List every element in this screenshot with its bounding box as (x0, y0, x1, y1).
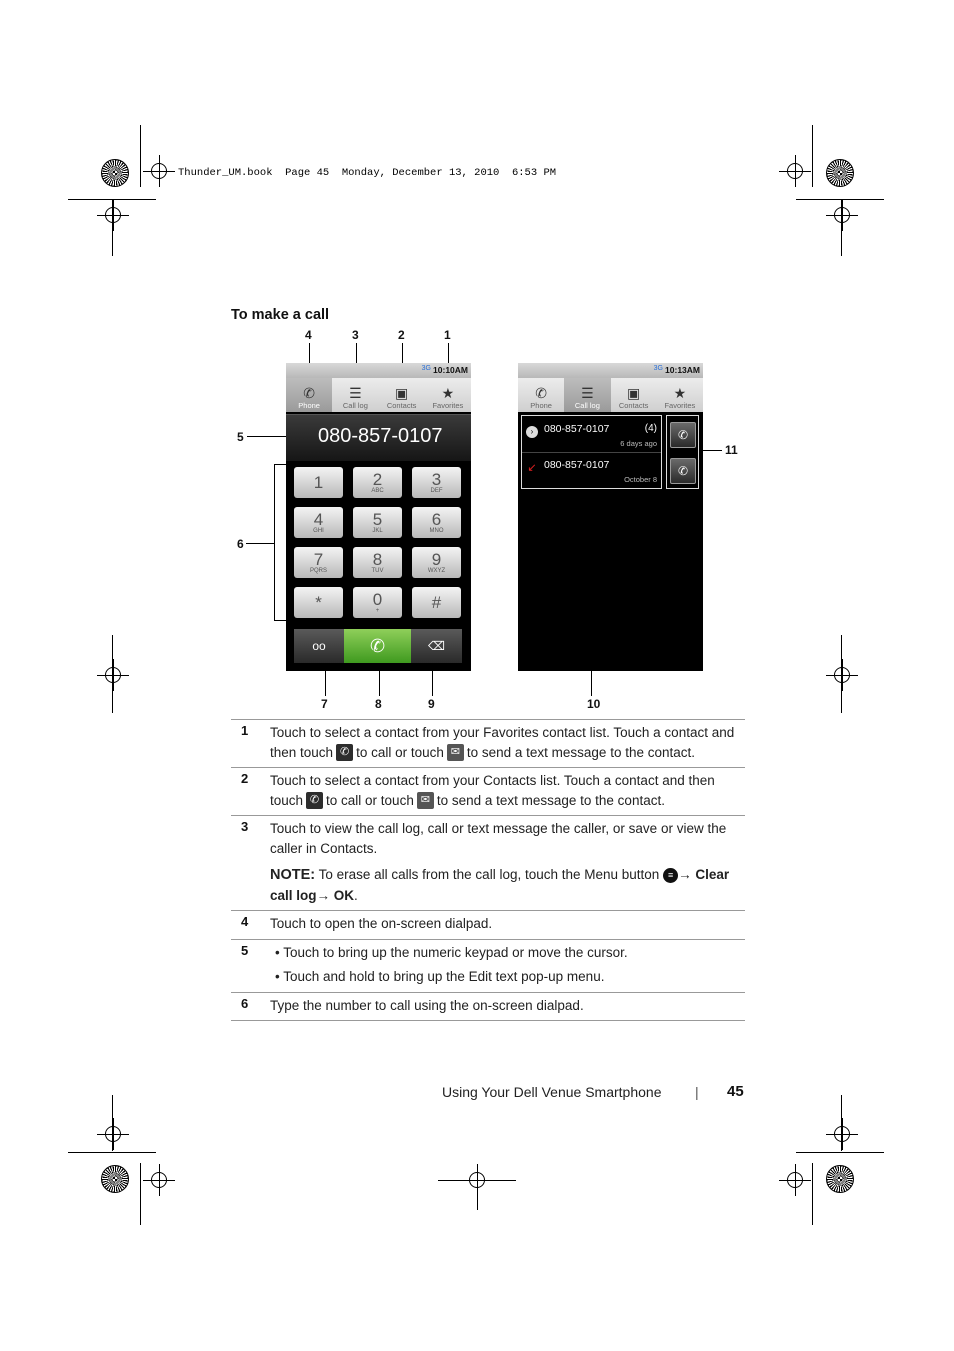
key-digit: 9 (431, 549, 442, 569)
row-text: to send a text message to the contact. (436, 792, 665, 808)
tab-label: Favorites (432, 401, 464, 410)
phone-icon: ✆ (306, 792, 323, 809)
callout-5: 5 (237, 430, 244, 444)
voicemail-icon: oo (312, 639, 326, 653)
tab-phone[interactable] (286, 378, 332, 412)
row-number: 3 (241, 819, 249, 834)
note-text: To erase all calls from the call log, touch the Menu button (318, 867, 660, 882)
status-time: 10:10AM (433, 365, 468, 375)
callout-table (231, 719, 745, 1021)
table-row (231, 939, 745, 992)
key-letters: PQRS (309, 567, 327, 574)
callout-11: 11 (725, 443, 738, 457)
registration-mark (105, 667, 121, 683)
row-number: 1 (241, 723, 249, 738)
status-bar (286, 363, 471, 378)
row-number: 4 (241, 914, 249, 929)
callout-7: 7 (321, 697, 328, 711)
key-5[interactable] (353, 507, 402, 538)
registration-mark (787, 163, 803, 179)
backspace-icon: ⌫ (428, 639, 445, 653)
row-text: to send a text message to the contact. (466, 744, 695, 760)
footer-separator: | (695, 1084, 699, 1100)
callout-1: 1 (444, 328, 451, 342)
callout-3: 3 (352, 328, 359, 342)
print-header: Thunder_UM.book Page 45 Monday, December 13, 2010 6:53 PM (178, 167, 557, 179)
key-letters: ABC (371, 487, 384, 494)
message-icon: ✉ (447, 744, 464, 761)
phone-icon: ✆ (535, 385, 547, 401)
color-disc-mark (826, 159, 854, 187)
callout-6: 6 (237, 537, 244, 551)
network-signal-icon: 3G (653, 365, 663, 372)
color-disc-mark (826, 1165, 854, 1193)
dialer-tab-bar (286, 378, 471, 412)
tab-call-log[interactable] (564, 378, 610, 412)
key-letters: GHI (313, 527, 324, 534)
phone-icon: ✆ (303, 385, 315, 401)
key-9[interactable] (412, 547, 461, 578)
dialed-number: 080-857-0107 (318, 425, 443, 447)
section-title: To make a call (231, 307, 330, 323)
table-row (231, 815, 745, 910)
crop-mark (796, 1152, 884, 1153)
registration-mark (151, 163, 167, 179)
menu-icon: ≡ (663, 868, 678, 883)
star-icon: ★ (673, 385, 687, 401)
row-description: Type the number to call using the on-screen dialpad. (270, 997, 584, 1013)
call-log-list (521, 415, 662, 489)
tab-call-log[interactable] (332, 378, 378, 412)
outgoing-icon: › (526, 426, 538, 438)
tab-label: Contacts (386, 401, 417, 410)
registration-mark (151, 1172, 167, 1188)
note (270, 865, 741, 905)
registration-mark (105, 207, 121, 223)
row-description (270, 943, 745, 987)
contacts-icon: ▣ (627, 385, 641, 401)
log-time: October 8 (624, 475, 657, 484)
callout-line (246, 543, 274, 544)
key-digit: 0 (372, 589, 383, 609)
row-description: Touch to open the on-screen dialpad. (270, 916, 493, 931)
log-time: 6 days ago (620, 439, 657, 448)
key-hash[interactable] (412, 587, 461, 618)
registration-mark (787, 1172, 803, 1188)
callout-8: 8 (375, 697, 382, 711)
voicemail-button[interactable] (294, 629, 344, 663)
registration-mark (834, 207, 850, 223)
call-log-entry[interactable] (522, 452, 661, 488)
row-text: Touch to view the call log, call or text message the caller, or save or view the caller in Contacts. (270, 821, 727, 856)
delete-button[interactable] (411, 629, 462, 663)
registration-mark (834, 1126, 850, 1142)
menu-path-clear: Clear call log (270, 867, 730, 903)
row-number: 5 (241, 942, 249, 958)
key-digit: 8 (372, 549, 383, 569)
key-1[interactable] (294, 467, 343, 498)
crop-mark (812, 1163, 813, 1225)
call-back-button[interactable] (670, 422, 696, 448)
key-letters: + (375, 607, 380, 614)
call-buttons (666, 415, 699, 489)
row-description (270, 723, 745, 762)
row-number: 2 (241, 771, 249, 786)
crop-mark (140, 125, 141, 187)
registration-mark (105, 1126, 121, 1142)
tab-contacts[interactable] (611, 378, 657, 412)
key-letters: JKL (372, 527, 383, 534)
number-field[interactable] (286, 414, 471, 461)
period: . (354, 887, 358, 903)
network-signal-icon: 3G (421, 365, 431, 372)
row-text: Touch to select a contact from your Contacts list. Touch a contact and then touch (270, 773, 715, 808)
key-digit: 2 (372, 469, 383, 489)
tab-label: Phone (530, 401, 552, 410)
call-log-entry[interactable] (522, 416, 661, 453)
key-star[interactable] (294, 587, 343, 618)
crop-mark (812, 125, 813, 187)
tab-label: Call log (574, 401, 600, 410)
callout-bracket (274, 464, 275, 621)
tab-label: Contacts (618, 401, 649, 410)
bullet-text: Touch and hold to bring up the Edit text pop-up menu. (283, 969, 605, 984)
crop-mark (477, 1165, 478, 1210)
color-disc-mark (101, 1165, 129, 1193)
key-letters: WXYZ (427, 567, 446, 574)
callout-10: 10 (587, 697, 601, 711)
row-text: to call or touch (326, 792, 414, 808)
missed-call-icon: ↙ (527, 462, 537, 474)
message-icon: ✉ (417, 792, 434, 809)
status-time: 10:13AM (665, 365, 700, 375)
log-count: (4) (644, 423, 657, 434)
menu-path-ok: OK (333, 887, 355, 903)
tab-label: Favorites (664, 401, 696, 410)
dialer-tab-bar (518, 378, 703, 412)
registration-mark (834, 667, 850, 683)
contacts-icon: ▣ (395, 385, 409, 401)
row-description (270, 819, 745, 905)
footer-chapter: Using Your Dell Venue Smartphone (442, 1084, 662, 1100)
tab-favorites[interactable] (657, 378, 703, 412)
dialpad (294, 467, 461, 618)
crop-mark (796, 199, 884, 200)
row-description (270, 771, 745, 810)
table-row (231, 910, 745, 939)
key-6[interactable] (412, 507, 461, 538)
status-bar (518, 363, 703, 378)
callout-4: 4 (305, 328, 312, 342)
key-digit: * (315, 593, 322, 612)
call-log-screen (518, 363, 703, 671)
key-2[interactable] (353, 467, 402, 498)
tab-label: Phone (298, 401, 320, 410)
key-4[interactable] (294, 507, 343, 538)
tab-label: Call log (342, 401, 368, 410)
color-disc-mark (101, 159, 129, 187)
call-back-button[interactable] (670, 458, 696, 484)
key-digit: 7 (313, 549, 324, 569)
key-digit: # (431, 593, 442, 612)
key-digit: 4 (313, 509, 324, 529)
key-7[interactable] (294, 547, 343, 578)
key-digit: 5 (372, 509, 383, 529)
bullet-item: • Touch and hold to bring up the Edit text pop-up menu. (275, 969, 605, 984)
row-number: 6 (241, 995, 249, 1011)
log-number: 080-857-0107 (544, 459, 610, 471)
call-button[interactable] (344, 629, 411, 663)
phone-icon: ✆ (677, 428, 689, 442)
row-text: Touch to select a contact from your Favorites contact list. Touch a contact and then touch (270, 725, 735, 760)
table-row (231, 992, 745, 1022)
row-text: to call or touch (356, 744, 444, 760)
key-letters: TUV (371, 567, 384, 574)
key-letters: DEF (430, 487, 443, 494)
phone-icon: ✆ (369, 635, 386, 656)
key-digit: 1 (313, 473, 324, 492)
note-label: NOTE: (270, 867, 316, 883)
crop-mark (140, 1163, 141, 1225)
table-row (231, 767, 745, 815)
arrow: → (316, 887, 331, 903)
dialer-screen (286, 363, 471, 671)
key-letters: MNO (429, 527, 444, 534)
table-row (231, 719, 745, 767)
bullet-item: • Touch to bring up the numeric keypad or move the cursor. (275, 944, 628, 960)
page-number: 45 (727, 1083, 744, 1100)
arrow: → (678, 867, 692, 882)
callout-2: 2 (398, 328, 405, 342)
key-digit: 3 (431, 469, 442, 489)
key-3[interactable] (412, 467, 461, 498)
crop-mark (68, 1152, 156, 1153)
key-0[interactable] (353, 587, 402, 618)
phone-icon: ✆ (336, 744, 353, 761)
log-number: 080-857-0107 (544, 423, 610, 435)
bullet-text: Touch to bring up the numeric keypad or move the cursor. (283, 944, 628, 960)
dialer-action-bar (294, 629, 462, 663)
tab-phone[interactable] (518, 378, 564, 412)
key-digit: 6 (431, 509, 442, 529)
callout-9: 9 (428, 697, 435, 711)
star-icon: ★ (441, 385, 455, 401)
list-icon: ☰ (349, 385, 362, 401)
tab-favorites[interactable] (425, 378, 471, 412)
phone-icon: ✆ (677, 464, 689, 478)
tab-contacts[interactable] (379, 378, 425, 412)
list-icon: ☰ (581, 385, 594, 401)
key-8[interactable] (353, 547, 402, 578)
